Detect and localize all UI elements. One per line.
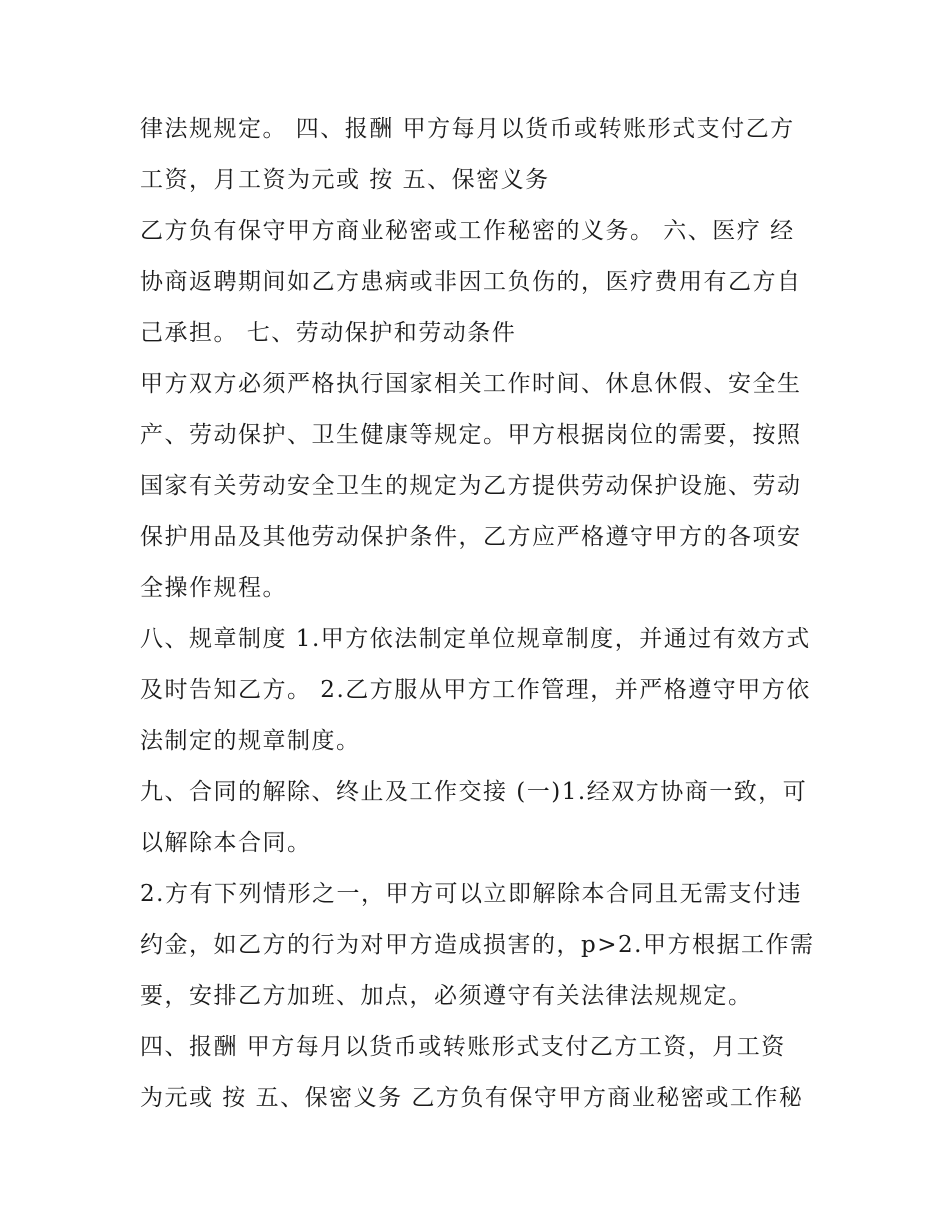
text-line: 己承担。 七、劳动保护和劳动条件 (140, 320, 517, 346)
text-line: 四、报酬 甲方每月以货币或转账形式支付乙方工资，月工资 (140, 1034, 786, 1060)
text-line: 乙方负有保守甲方商业秘密或工作秘密的义务。 六、医疗 经 (140, 218, 795, 244)
text-line: 全操作规程。 (140, 575, 287, 601)
text-line: 以解除本合同。 (140, 830, 312, 856)
text-line: 产、劳动保护、卫生健康等规定。甲方根据岗位的需要，按照 (140, 422, 802, 448)
text-line: 八、规章制度 1.甲方依法制定单位规章制度，并通过有效方式 (140, 626, 811, 652)
text-line: 保护用品及其他劳动保护条件，乙方应严格遵守甲方的各项安 (140, 524, 802, 550)
text-line: 律法规规定。 四、报酬 甲方每月以货币或转账形式支付乙方 (140, 116, 795, 142)
text-line: 甲方双方必须严格执行国家相关工作时间、休息休假、安全生 (140, 371, 802, 397)
text-line: 约金，如乙方的行为对甲方造成损害的，p>2.甲方根据工作需 (140, 932, 815, 958)
text-line: 及时告知乙方。 2.乙方服从甲方工作管理，并严格遵守甲方依 (140, 677, 811, 703)
text-line: 要，安排乙方加班、加点，必须遵守有关法律法规规定。 (140, 983, 753, 1009)
text-line: 国家有关劳动安全卫生的规定为乙方提供劳动保护设施、劳动 (140, 473, 802, 499)
text-line: 法制定的规章制度。 (140, 728, 361, 754)
text-line: 工资，月工资为元或 按 五、保密义务 (140, 167, 550, 193)
document-body (140, 104, 820, 1124)
text-line: 2.方有下列情形之一，甲方可以立即解除本合同且无需支付违 (140, 881, 802, 907)
text-line: 九、合同的解除、终止及工作交接 (一)1.经双方协商一致，可 (140, 779, 808, 805)
text-line: 协商返聘期间如乙方患病或非因工负伤的，医疗费用有乙方自 (140, 269, 802, 295)
text-line: 为元或 按 五、保密义务 乙方负有保守甲方商业秘密或工作秘 (140, 1085, 804, 1111)
